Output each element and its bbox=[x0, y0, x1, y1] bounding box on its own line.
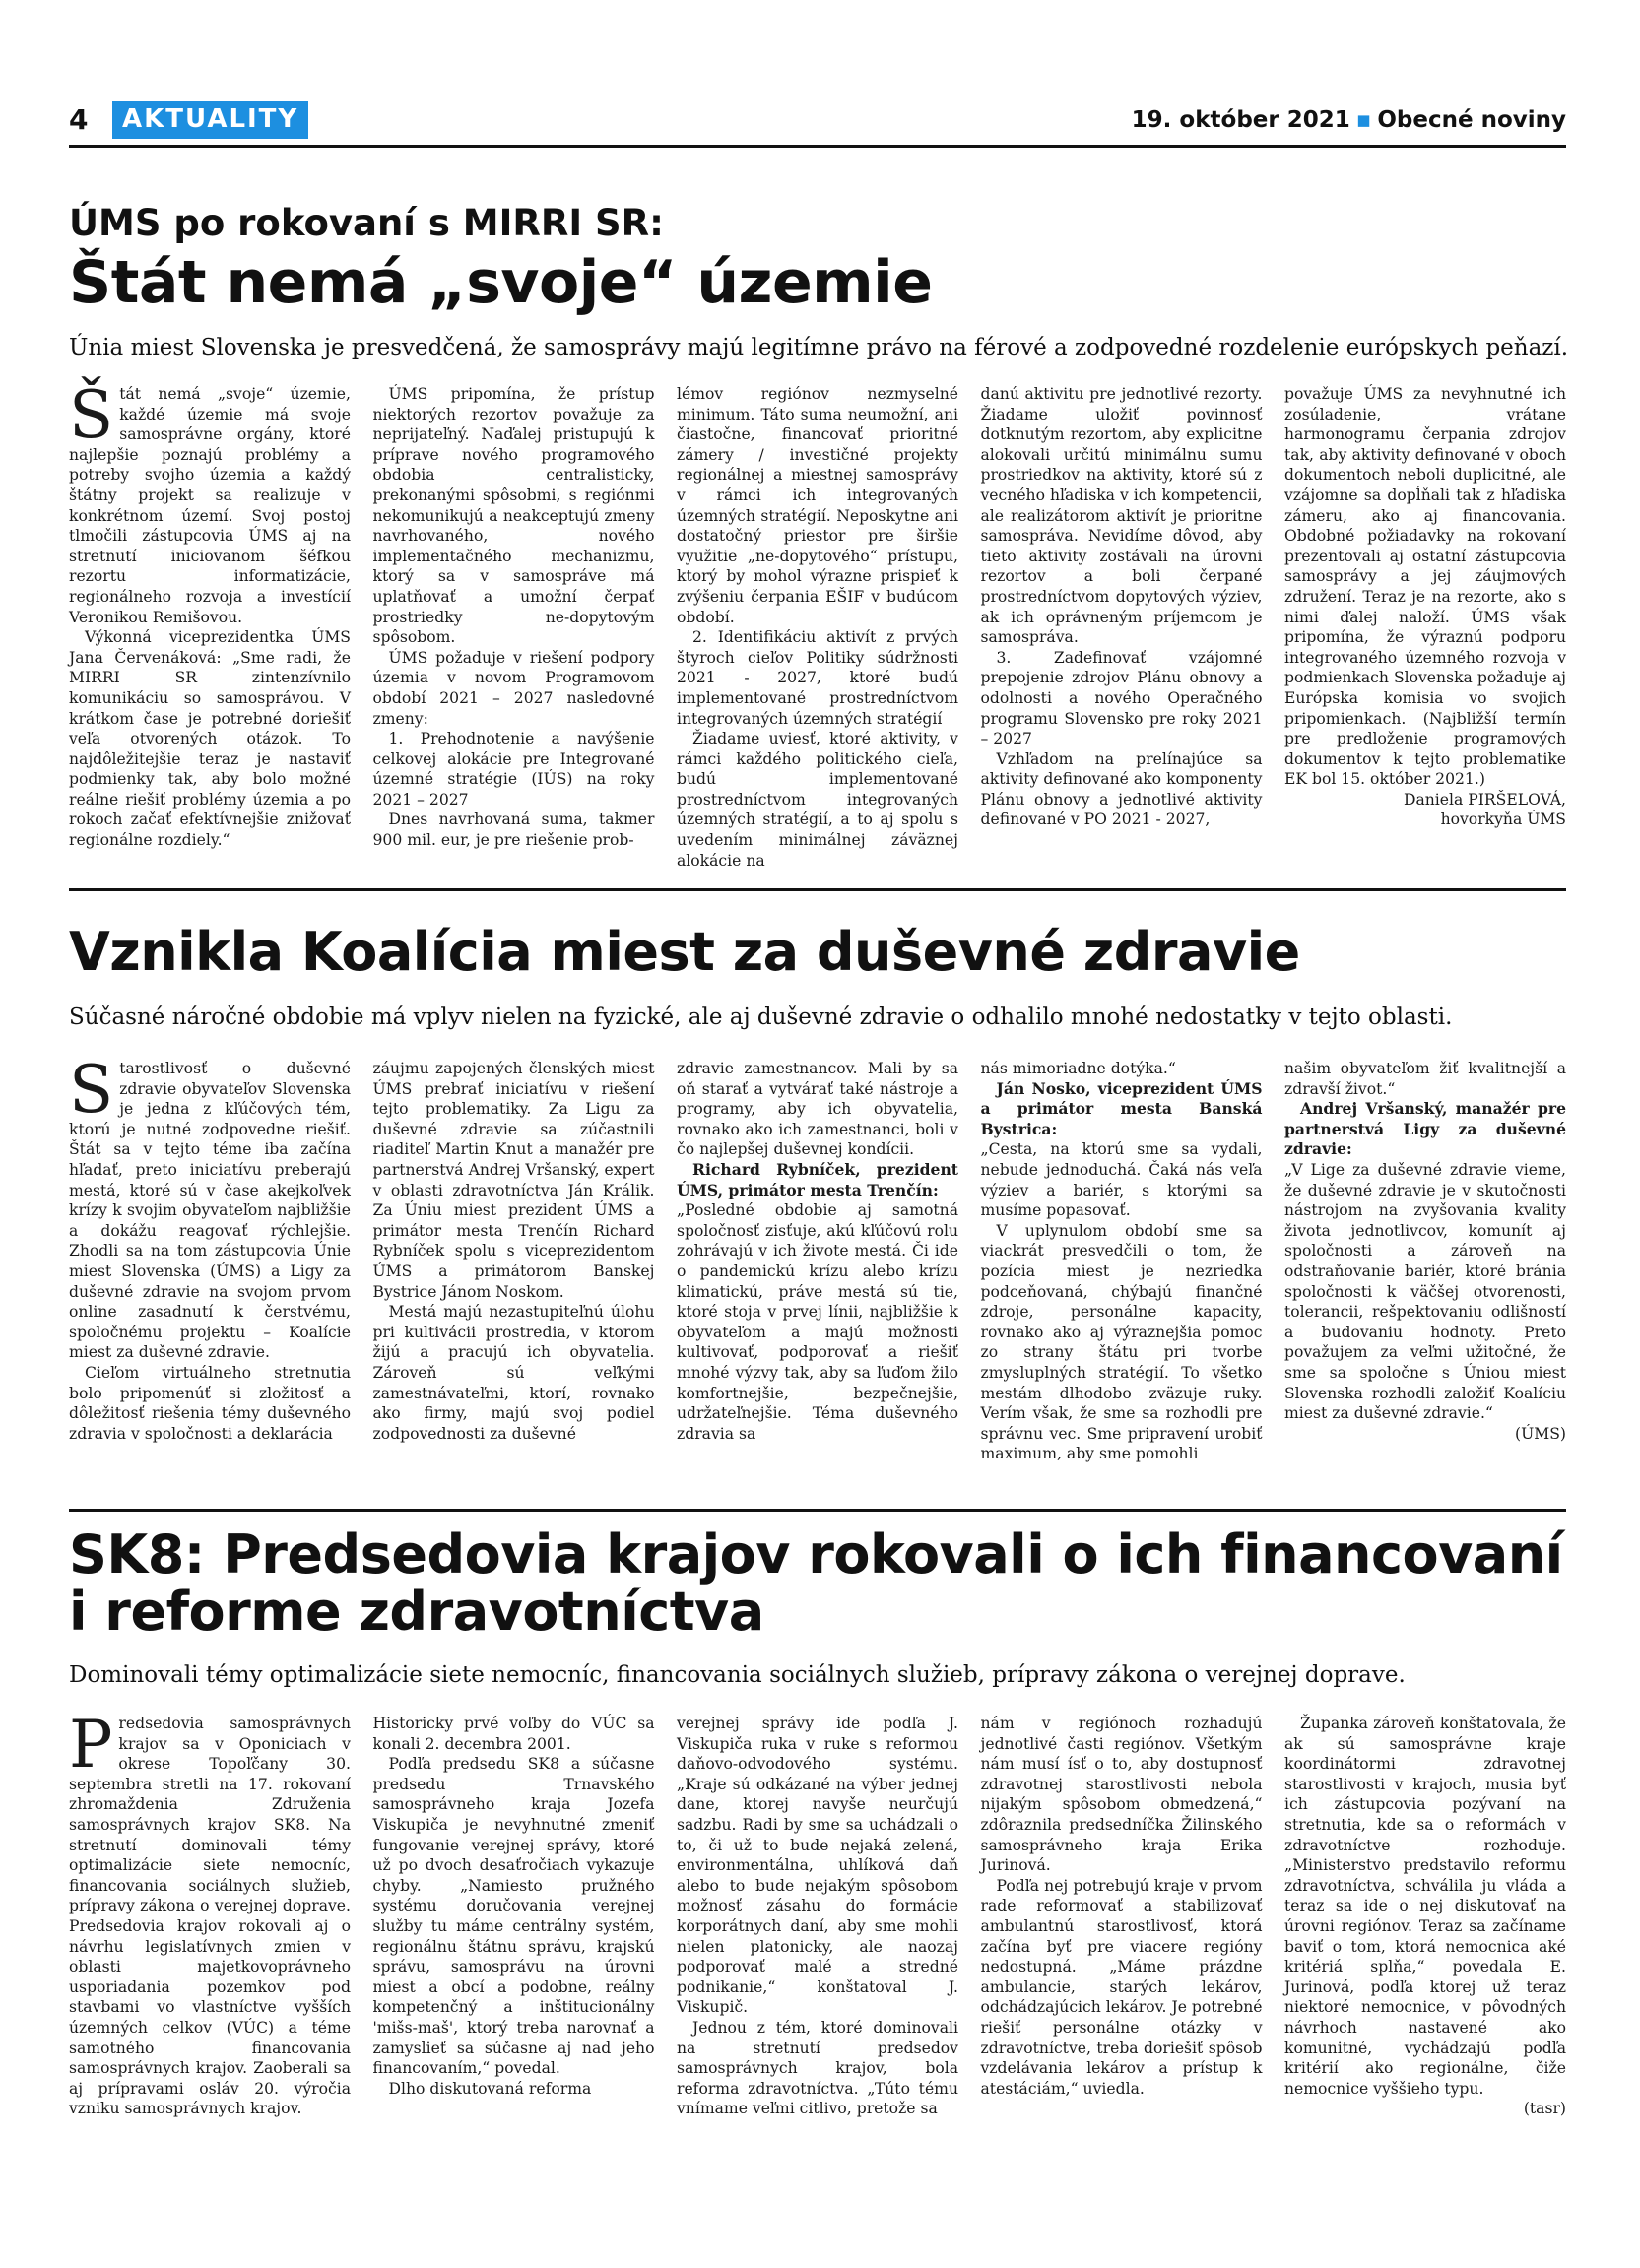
paragraph: záujmu zapojených členských miest ÚMS prebrať iniciatívu v riešení tejto problematiky. Za Ligu za duševné zdravie sa zúčastnili riaditeľ Martin Knut a manažér pre partnerstvá Andrej Vršanský, expert v oblasti zdravotníctva Ján Králik. Za Úniu miest prezident ÚMS a primátor mesta Trenčín Richard Rybníček spolu s viceprezidentom ÚMS a primátorom Banskej Bystrice Jánom Noskom. bbox=[372, 1060, 655, 1301]
quote-attribution: Ján Nosko, viceprezident ÚMS a primátor mesta Banská Bystrica: bbox=[980, 1078, 1263, 1138]
newspaper-name: Obecné noviny bbox=[1377, 107, 1566, 133]
article3-column-2 bbox=[373, 1714, 655, 2226]
article2-body bbox=[69, 1052, 1566, 1492]
paragraph: považuje ÚMS za nevyhnutné ich zosúladenie, vrátane harmonogramu čerpania zdrojov tak, aby aktivity definované v oboch dokumentoch neboli duplicitné, ale vzájomne sa dopĺňali tak z hľadiska zámeru, ako aj financovania. Obdobné požiadavky na rokovaní prezentovali aj ostatní zástupcovia samosprávy a jej záujmových združení. Teraz je na rezorte, ako s nimi ďalej naloží. ÚMS však pripomína, že výraznú podporu integrovaného územného rozvoja v podmienkach Slovenska požaduje aj Európska komisia vo svojich pripomienkach. (Najbližší termín pre predloženie programových dokumentov k tejto problematike EK bol 15. október 2021.) bbox=[1284, 385, 1566, 789]
article3-title bbox=[69, 1523, 1563, 1644]
title-line: i reforme zdravotníctva bbox=[69, 1581, 764, 1644]
article1-column-4 bbox=[981, 384, 1263, 867]
paragraph: V uplynulom období sme sa viackrát presvedčili o tom, že pozícia miest je nezriedka podceňovaná, chýbajú finančné zdroje, personálne kapacity, rovnako ako aj výraznejšia pomoc zo strany štátu pri tvorbe zmysluplných stratégií. To všetko mestám dlhodobo zväzuje ruky. Verím však, že sme sa rozhodli pre správnu vec. Sme pripravení urobiť maximum, aby sme pomohli bbox=[980, 1221, 1263, 1463]
page-number: 4 bbox=[69, 103, 89, 136]
article3-lead: Dominovali témy optimalizácie siete nemocníc, financovania sociálnych služieb, prípravy zákona o verejnej doprave. bbox=[69, 1662, 1406, 1688]
article1-body bbox=[69, 377, 1566, 870]
article1-kicker: ÚMS po rokovaní s MIRRI SR: bbox=[69, 202, 664, 244]
paragraph: Vzhľadom na prelínajúce sa aktivity definované ako komponenty Plánu obnovy a jednotlivé aktivity definované v PO 2021 - 2027, bbox=[980, 749, 1263, 829]
paragraph: verejnej správy ide podľa J. Viskupiča ruka v ruke s reformou daňovo-odvodového systému. „Kraje sú odkázané na výber jednej dane, ktorej navyše neurčujú sadzbu. Radi by sme sa uchádzali o to, či už to bude nejaká zelená, environmentálna, uhlíková daň alebo to bude nejakým spôsobom možnosť zásahu do formácie korporátnych daní, aby sme mohli nielen platonicky, ale naozaj podporovať malé a stredné podnikanie,“ konštatoval J. Viskupič. bbox=[677, 1715, 958, 2017]
source-signature: (ÚMS) bbox=[1515, 1424, 1566, 1443]
quote-attribution: Andrej Vršanský, manažér pre partnerstvá Ligy za duševné zdravie: bbox=[1284, 1099, 1566, 1159]
paragraph: 3. Zadefinovať vzájomné prepojenie zdrojov Plánu obnovy a odolnosti a nového Operačného programu Slovensko pre roky 2021 – 2027 bbox=[980, 648, 1263, 748]
article1-column-2 bbox=[373, 384, 655, 867]
article3-column-3 bbox=[677, 1714, 958, 2226]
paragraph: nás mimoriadne dotýka.“ bbox=[980, 1060, 1176, 1077]
paragraph: Historicky prvé voľby do VÚC sa konali 2. decembra 2001. bbox=[372, 1715, 655, 1753]
paragraph: ÚMS požaduje v riešení podpory územia v novom Programovom období 2021 – 2027 nasledovné zmeny: bbox=[372, 648, 655, 728]
source-signature: (tasr) bbox=[1523, 2100, 1566, 2118]
drop-cap: Š bbox=[69, 377, 114, 453]
drop-cap: S bbox=[69, 1052, 114, 1128]
article3-column-1 bbox=[69, 1707, 351, 2226]
paragraph: zdravie zamestnancov. Mali by sa oň starať a vytvárať také nástroje a programy, aby ich obyvatelia, rovnako ako ich zamestnanci, boli v čo najlepšej duševnej kondícii. bbox=[677, 1060, 958, 1159]
paragraph: Žiadame uviesť, ktoré aktivity, v rámci každého politického cieľa, budú implementované prostredníctvom integrovaných územných stratégií, a to aj spolu s uvedením minimálnej záväznej alokácie na bbox=[677, 730, 958, 870]
article1-column-1 bbox=[69, 377, 351, 867]
article2-column-5 bbox=[1284, 1059, 1566, 1492]
section-rule bbox=[69, 888, 1566, 891]
article2-column-3 bbox=[677, 1059, 958, 1492]
separator-dot: ▪ bbox=[1355, 107, 1372, 133]
article1-column-5 bbox=[1284, 384, 1566, 867]
dateline bbox=[1132, 107, 1566, 133]
article1-column-3 bbox=[677, 384, 958, 870]
article3-column-4 bbox=[981, 1714, 1263, 2226]
drop-cap: P bbox=[69, 1707, 113, 1782]
paragraph: Jednou z tém, ktoré dominovali na stretnutí predsedov samosprávnych krajov, bola reforma zdravotníctva. „Túto tému vnímame veľmi citlivo, pretože sa bbox=[677, 2018, 958, 2118]
paragraph: našim obyvateľom žiť kvalitnejší a zdravší život.“ bbox=[1284, 1060, 1566, 1098]
article2-column-4 bbox=[981, 1059, 1263, 1492]
author-role: hovorkyňa ÚMS bbox=[1440, 810, 1566, 829]
paragraph: Štát nemá „svoje“ územie, každé územie má svoje samosprávne orgány, ktoré najlepšie poznajú problémy a potreby svojho územia a každý štátny projekt sa realizuje v konkrétnom území. Svoj postoj tlmočili zástupcovia ÚMS aj na stretnutí iniciovanom šéfkou rezortu informatizácie, regionálneho rozvoja a investícií Veronikou Remišovou. bbox=[69, 377, 351, 626]
author-name: Daniela PIRŠELOVÁ, bbox=[1403, 790, 1566, 809]
paragraph: Podľa predsedu SK8 a súčasne predsedu Trnavského samosprávneho kraja Jozefa Viskupiča je nevyhnutné zmeniť fungovanie verejnej správy, ktoré už po dvoch desaťročiach vykazuje chyby. „Namiesto pružného systému doručovania verejnej služby tu máme centrálny systém, regionálnu štátnu správu, krajskú správu, samosprávu na úrovni miest a obcí a podobne, reálny kompetenčný a inštitucionálny 'mišs-maš', ktorý treba narovnať a zamyslieť sa súčasne aj nad jeho financovaním,“ povedal. bbox=[372, 1755, 655, 2078]
title-line: SK8: Predsedovia krajov rokovali o ich financovaní bbox=[69, 1523, 1563, 1586]
quote-attribution: Richard Rybníček, prezident ÚMS, primátor mesta Trenčín: bbox=[677, 1159, 958, 1199]
article1-lead: Únia miest Slovenska je presvedčená, že samosprávy majú legitímne právo na férové a zodpovedné rozdelenie európskych peňazí. bbox=[69, 335, 1569, 360]
paragraph: Cieľom virtuálneho stretnutia bolo pripomenúť si zložitosť a dôležitosť riešenia témy duševného zdravia v spoločnosti a deklarácia bbox=[69, 1363, 351, 1443]
paragraph: Výkonná viceprezidentka ÚMS Jana Červenáková: „Sme radi, že MIRRI SR zintenzívnilo komunikáciu so samosprávou. V krátkom čase je potrebné doriešiť veľa otvorených otázok. To najdôležitejšie teraz je nastaviť podmienky tak, aby bolo možné reálne riešiť problémy územia a po rokoch začať efektívnejšie znižovať regionálne rozdiely.“ bbox=[69, 628, 351, 850]
article1-title: Štát nemá „svoje“ územie bbox=[69, 248, 933, 317]
paragraph: Mestá majú nezastupiteľnú úlohu pri kultivácii prostredia, v ktorom žijú a pracujú ich obyvatelia. Zároveň sú veľkými zamestnávateľmi, ktorí, rovnako ako firmy, majú svoj podiel zodpovednosti za duševné bbox=[372, 1303, 655, 1443]
paragraph: Županka zároveň konštatovala, že ak sú samosprávne kraje koordinátormi zdravotnej starostlivosti v krajoch, musia byť ich zástupcovia pozývaní na stretnutia, kde sa o reformách v zdravotníctve rozhoduje. „Ministerstvo predstavilo reformu zdravotníctva, schválila ju vláda a teraz sa ide o nej diskutovať na úrovni regiónov. Teraz sa začíname baviť o tom, ktorá nemocnica aké kritériá splňa,“ povedala E. Jurinová, podľa ktorej už teraz niektoré nemocnice, v pôvodných návrhoch nastavené ako komunitné, vychádzajú podľa kritérií ako regionálne, čiže nemocnice vyššieho typu. bbox=[1284, 1715, 1566, 2098]
article3-column-5 bbox=[1284, 1714, 1566, 2226]
article2-column-1 bbox=[69, 1052, 351, 1492]
section-rule bbox=[69, 1509, 1566, 1512]
paragraph: lémov regiónov nezmyselné minimum. Táto suma neumožní, ani čiastočne, financovať prioritné zámery / investičné projekty regionálnej a miestnej samosprávy v rámci ich integrovaných územných stratégií. Neposkytne ani dostatočný priestor pre širšie využitie „ne-dopytového“ prístupu, ktorý by mohol výrazne prispieť k zvýšeniu čerpania EŠIF v budúcom období. bbox=[677, 385, 958, 626]
paragraph: nám v regiónoch rozhadujú jednotlivé časti regiónov. Všetkým nám musí ísť o to, aby dostupnosť zdravotnej starostlivosti nebola nijakým spôsobom obmedzená,“ zdôraznila predsedníčka Žilinského samosprávneho kraja Erika Jurinová. bbox=[980, 1715, 1263, 1875]
article3-body bbox=[69, 1707, 1566, 2226]
paragraph: Podľa nej potrebujú kraje v prvom rade reformovať a stabilizovať ambulantnú starostlivosť, ktorá začína byť pre viacere regióny nedostupná. „Máme prázdne ambulancie, starých lekárov, odchádzajúcich lekárov. Je potrebné riešiť personálne otázky v zdravotníctve, treba doriešiť spôsob vzdelávania lekárov a prístup k atestáciám,“ uviedla. bbox=[980, 1876, 1263, 2098]
paragraph: Predsedovia samosprávnych krajov sa v Oponiciach v okrese Topoľčany 30. septembra stretli na 17. rokovaní zhromaždenia Združenia samosprávnych krajov SK8. Na stretnutí dominovali témy optimalizácie siete nemocníc, financovania sociálnych služieb, prípravy zákona o verejnej doprave. Predsedovia krajov rokovali aj o návrhu legislatívnych zmien v oblasti majetkovoprávneho usporiadania pozemkov pod stavbami vo vlastníctve vyšších územných celkov (VÚC) a téme samotného financovania samosprávnych krajov. Zaoberali sa aj prípravami osláv 20. výročia vzniku samosprávnych krajov. bbox=[69, 1707, 351, 2118]
paragraph: danú aktivitu pre jednotlivé rezorty. Žiadame uložiť povinnosť dotknutým rezortom, aby explicitne alokovali určitú minimálnu sumu prostriedkov na aktivity, ktoré sú z vecného hľadiska v ich kompetencii, ale realizátorom aktivít je prioritne samospráva. Nevidíme dôvod, aby tieto aktivity zostávali na úrovni rezortov a boli čerpané prostredníctvom dopytových výziev, ak ich oprávneným príjemcom je samospráva. bbox=[980, 385, 1263, 647]
masthead bbox=[69, 101, 1566, 141]
paragraph: Starostlivosť o duševné zdravie obyvateľov Slovenska je jedna z kľúčových tém, ktorú je nutné zodpovedne riešiť. Štát sa v tejto téme iba začína hľadať, preto iniciatívu preberajú mestá, ktoré sú v čase akejkoľvek krízy k svojim obyvateľom najbližšie a dokážu reagovať rýchlejšie. Zhodli sa na tom zástupcovia Únie miest Slovenska (ÚMS) a Ligy za duševné zdravie na svojom prvom online zasadnutí k čerstvému, spoločnému projektu – Koalície miest za duševné zdravie. bbox=[69, 1052, 351, 1362]
article2-column-2 bbox=[373, 1059, 655, 1492]
paragraph: Dlho diskutovaná reforma bbox=[388, 2079, 592, 2098]
paragraph: „V Lige za duševné zdravie vieme, že duševné zdravie je v skutočnosti nástrojom na zvyšovania kvality života jednotlivcov, komunít aj spoločnosti a zároveň na odstraňovanie bariér, ktoré bránia spoločnosti k väčšej otvorenosti, tolerancii, rešpektovaniu odlišností a budovaniu hodnoty. Preto považujem za veľmi užitočné, že sme sa spoločne s Úniou miest Slovenska rozhodli založiť Koalíciu miest za duševné zdravie.“ bbox=[1284, 1160, 1566, 1423]
paragraph: Dnes navrhovaná suma, takmer 900 mil. eur, je pre riešenie prob- bbox=[372, 810, 655, 850]
paragraph: „Cesta, na ktorú sme sa vydali, nebude jednoduchá. Čaká nás veľa výziev a bariér, s ktorými sa musíme popasovať. bbox=[980, 1140, 1263, 1220]
paragraph: ÚMS pripomína, že prístup niektorých rezortov považuje za neprijateľný. Naďalej pristupujú k príprave nového programového obdobia centralisticky, prekonanými spôsobmi, s regiónmi nekomunikujú a neakceptujú zmeny navrhovaného, nového implementačného mechanizmu, ktorý sa v samospráve má uplatňovať a umožní čerpať prostriedky ne-dopytovým spôsobom. bbox=[372, 385, 655, 647]
article2-lead: Súčasné náročné obdobie má vplyv nielen na fyzické, ale aj duševné zdravie o odhalilo mnohé nedostatky v tejto oblasti. bbox=[69, 1004, 1453, 1030]
paragraph: „Posledné obdobie aj samotná spoločnosť zisťuje, akú kľúčovú rolu zohrávajú v ich živote mestá. Či ide o pandemickú krízu alebo krízu klimatickú, práve mestá sú tie, ktoré stoja v prvej línii, najbližšie k obyvateľom a majú možnosti kultivovať, podporovať a riešiť mnohé výzvy tak, aby sa ľuďom žilo komfortnejšie, bezpečnejšie, udržateľnejšie. Téma duševného zdravia sa bbox=[677, 1201, 958, 1443]
paragraph: 2. Identifikáciu aktivít z prvých štyroch cieľov Politiky súdržnosti 2021 - 2027, ktoré budú implementované prostredníctvom integrovaných územných stratégií bbox=[677, 628, 958, 728]
header-rule bbox=[69, 145, 1566, 148]
section-label: AKTUALITY bbox=[112, 101, 308, 139]
issue-date: 19. október 2021 bbox=[1131, 107, 1350, 133]
article2-title: Vznikla Koalícia miest za duševné zdravie bbox=[69, 921, 1300, 983]
paragraph: 1. Prehodnotenie a navýšenie celkovej alokácie pre Integrované územné stratégie (IÚS) na roky 2021 – 2027 bbox=[372, 730, 655, 809]
